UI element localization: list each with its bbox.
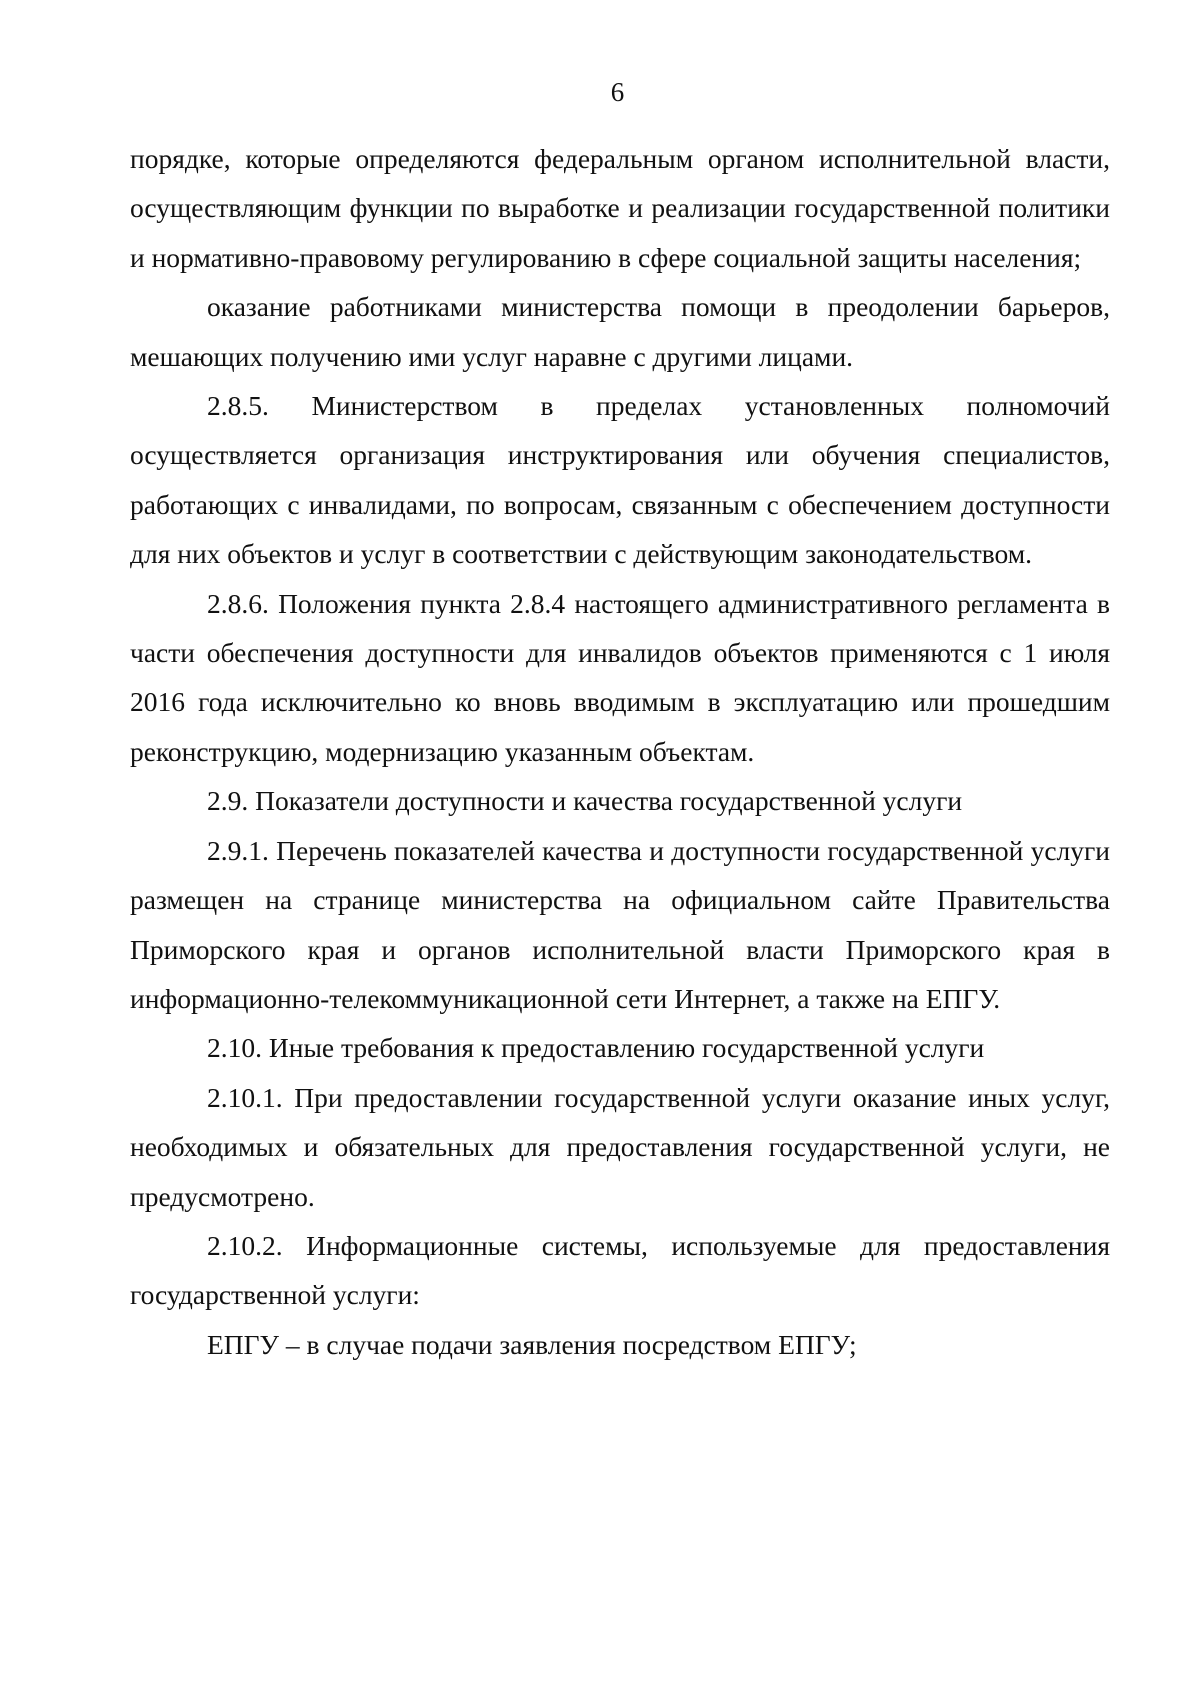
paragraph-2-10-1: 2.10.1. При предоставлении государственной услуги оказание иных услуг, необходимых и обязательных для предоставления государственной услуги, не предусмотрено.: [130, 1081, 1110, 1212]
section-heading-2-9: 2.9. Показатели доступности и качества государственной услуги: [207, 785, 963, 817]
paragraph-epgu: ЕПГУ – в случае подачи заявления посредством ЕПГУ;: [207, 1328, 857, 1360]
paragraph-2-9-1: 2.9.1. Перечень показателей качества и доступности государственной услуги размещен на странице министерства на официальном сайте Правительства Приморского края и органов исполнительной власти Приморского края в информационно-телекоммуникационной сети Интернет, а также на ЕПГУ.: [130, 834, 1110, 1014]
paragraph-2-8-5: 2.8.5. Министерством в пределах установленных полномочий осуществляется организация инструктирования или обучения специалистов, работающих с инвалидами, по вопросам, связанным с обеспечением доступности для них объектов и услуг в соответствии с действующим законодательством.: [130, 390, 1110, 570]
page-number: 6: [610, 77, 625, 107]
paragraph-continuation: порядке, которые определяются федеральным органом исполнительной власти, осуществляющим функции по выработке и реализации государственной политики и нормативно-правовому регулированию в сфере социальной защиты населения;: [130, 143, 1110, 273]
document-body: [130, 134, 1110, 1369]
paragraph-2-10-2: 2.10.2. Информационные системы, используемые для предоставления государственной услуги:: [130, 1229, 1110, 1311]
paragraph-assistance: оказание работниками министерства помощи в преодолении барьеров, мешающих получению ими услуг наравне с другими лицами.: [130, 291, 1110, 372]
section-heading-2-10: 2.10. Иные требования к предоставлению государственной услуги: [207, 1032, 985, 1064]
paragraph-2-8-6: 2.8.6. Положения пункта 2.8.4 настоящего административного регламента в части обеспечения доступности для инвалидов объектов применяются с 1 июля 2016 года исключительно ко вновь вводимым в эксплуатацию или прошедшим реконструкцию, модернизацию указанным объектам.: [130, 587, 1110, 767]
